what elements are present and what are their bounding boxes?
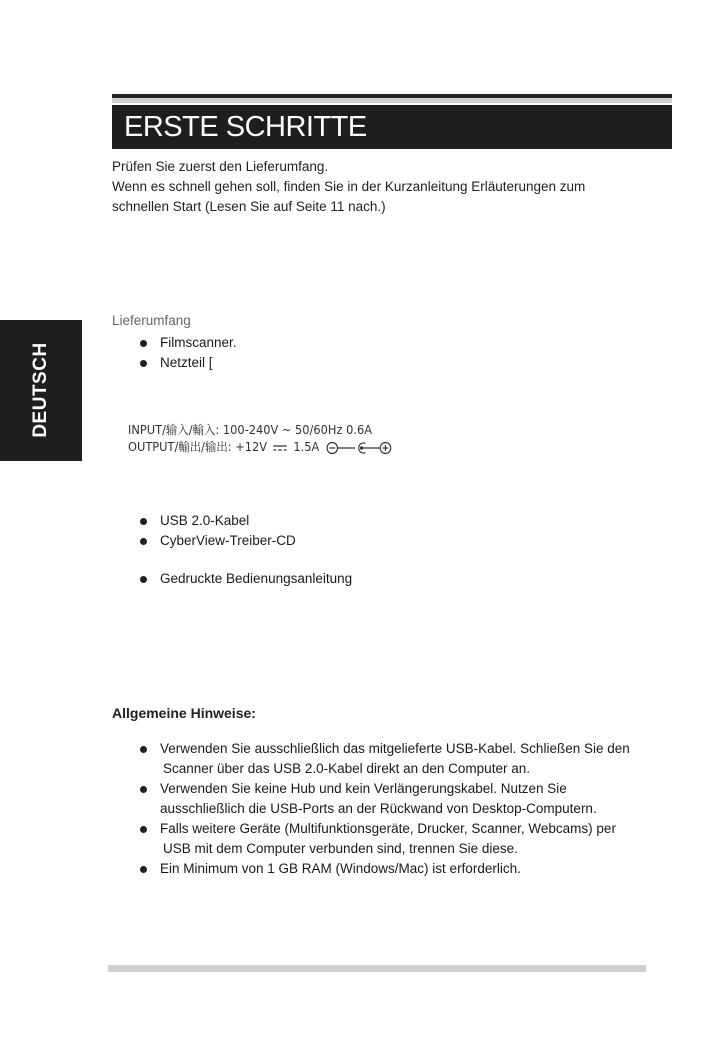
notes-heading: Allgemeine Hinweise: (112, 705, 256, 721)
contents-label: Lieferumfang (112, 313, 191, 328)
bottom-rule (108, 965, 646, 972)
bullet-icon (140, 786, 147, 793)
intro-line: Prüfen Sie zuerst den Lieferumfang. (112, 159, 329, 174)
rating-output-current: 1.5A (293, 440, 320, 454)
note-line: Scanner über das USB 2.0-Kabel direkt an den Computer an. (163, 761, 530, 776)
list-item-text: USB 2.0-Kabel (160, 513, 250, 528)
bullet-icon (140, 746, 147, 753)
list-item (140, 779, 680, 819)
rating-output: OUTPUT/輸出/输出: +12V (128, 440, 268, 454)
list-item-text: Gedruckte Bedienungsanleitung (160, 571, 353, 586)
intro-line: schnellen Start (Lesen Sie auf Seite 11 nach.) (112, 199, 386, 214)
note-line: ausschließlich die USB-Ports an der Rückwand von Desktop-Computern. (160, 801, 597, 816)
intro-line: Wenn es schnell gehen soll, finden Sie in der Kurzanleitung Erläuterungen zum (112, 179, 586, 194)
top-rule-grey (112, 98, 672, 103)
note-line: Verwenden Sie keine Hub und kein Verlängerungskabel. Nutzen Sie (160, 781, 567, 796)
list-item (140, 819, 680, 859)
list-item (140, 739, 680, 779)
contents-list-a (140, 333, 237, 373)
note-line: Verwenden Sie ausschließlich das mitgelieferte USB-Kabel. Schließen Sie den (160, 741, 630, 756)
bullet-icon (140, 340, 147, 347)
bullet-icon (140, 518, 147, 525)
polarity-icon (326, 441, 398, 455)
note-line: Ein Minimum von 1 GB RAM (Windows/Mac) ist erforderlich. (160, 861, 521, 876)
list-item (140, 531, 296, 551)
note-line: USB mit dem Computer verbunden sind, trennen Sie diese. (163, 841, 518, 856)
language-label: DEUTSCH (30, 342, 51, 438)
bullet-icon (140, 576, 147, 583)
contents-list-b (140, 511, 296, 551)
list-item-text: Filmscanner. (160, 335, 237, 350)
list-item (140, 569, 352, 589)
language-side-tab (0, 320, 82, 461)
contents-list-c (140, 569, 352, 589)
bullet-icon (140, 360, 147, 367)
list-item (140, 353, 237, 373)
list-item (140, 859, 680, 879)
note-line: Falls weitere Geräte (Multifunktionsgeräte, Drucker, Scanner, Webcams) per (160, 821, 616, 836)
list-item (140, 511, 296, 531)
notes-list (140, 739, 680, 879)
bullet-icon (140, 826, 147, 833)
power-rating-label (128, 422, 398, 456)
page-title: ERSTE SCHRITTE (112, 105, 672, 149)
intro-text (112, 157, 672, 217)
list-item (140, 333, 237, 353)
dc-symbol-icon (273, 444, 288, 452)
list-item-text: Netzteil [ (160, 355, 213, 370)
bullet-icon (140, 538, 147, 545)
list-item-text: CyberView-Treiber-CD (160, 533, 296, 548)
rating-input: INPUT/输入/輸入: 100-240V ~ 50/60Hz 0.6A (128, 423, 373, 437)
bullet-icon (140, 866, 147, 873)
rating-output-line (128, 439, 398, 456)
